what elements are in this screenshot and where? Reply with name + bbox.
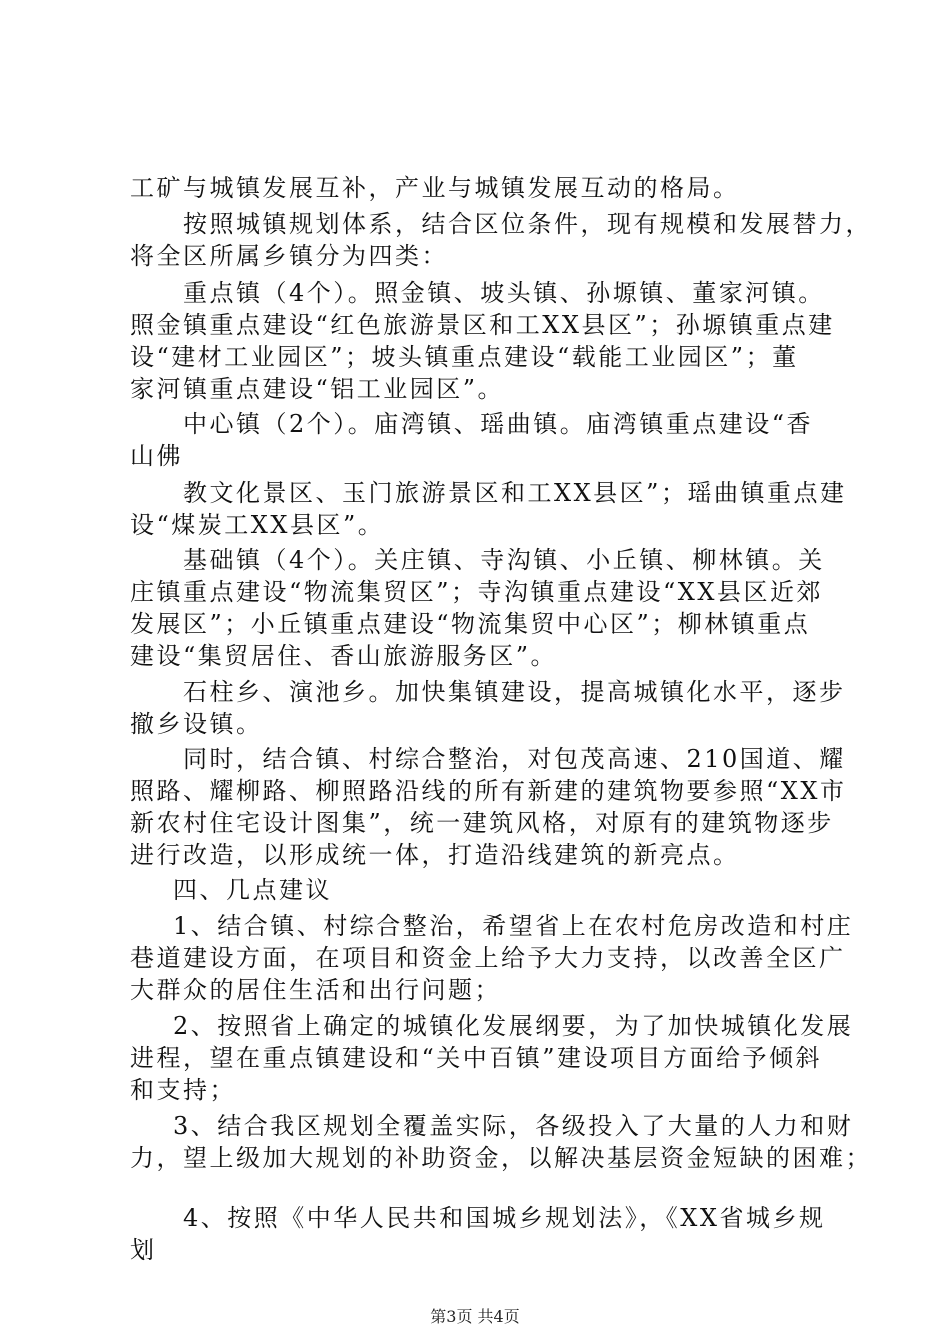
text-line: 基础镇（4个）。关庄镇、寺沟镇、小丘镇、柳林镇。关 xyxy=(183,546,825,574)
text-line: 家河镇重点建设“铝工业园区”。 xyxy=(130,375,505,403)
text-line: 1、结合镇、村综合整治，希望省上在农村危房改造和村庄 xyxy=(173,912,854,940)
text-line: 教文化景区、玉门旅游景区和工XX县区”；瑶曲镇重点建 xyxy=(183,479,847,507)
text-line: 力，望上级加大规划的补助资金，以解决基层资金短缺的困难； xyxy=(130,1144,872,1172)
text-line: 照路、耀柳路、柳照路沿线的所有新建的建筑物要参照“XX市 xyxy=(130,777,847,805)
text-line: 发展区”；小丘镇重点建设“物流集贸中心区”；柳林镇重点 xyxy=(130,610,811,638)
text-line: 2、按照省上确定的城镇化发展纲要，为了加快城镇化发展 xyxy=(173,1012,854,1040)
text-line: 庄镇重点建设“物流集贸区”；寺沟镇重点建设“XX县区近郊 xyxy=(130,578,823,606)
text-line: 同时，结合镇、村综合整治，对包茂高速、210国道、耀 xyxy=(183,745,846,773)
text-line: 3、结合我区规划全覆盖实际，各级投入了大量的人力和财 xyxy=(173,1112,854,1140)
text-line: 巷道建设方面，在项目和资金上给予大力支持，以改善全区广 xyxy=(130,944,846,972)
text-line: 按照城镇规划体系，结合区位条件，现有规模和发展替力， xyxy=(183,210,872,238)
section-heading: 四、几点建议 xyxy=(173,876,332,904)
text-line: 照金镇重点建设“红色旅游景区和工XX县区”；孙塬镇重点建 xyxy=(130,311,835,339)
text-line: 设“煤炭工XX县区”。 xyxy=(130,511,385,539)
text-line: 4、按照《中华人民共和国城乡规划法》，《XX省城乡规 xyxy=(183,1204,826,1232)
text-line: 进程，望在重点镇建设和“关中百镇”建设项目方面给予倾斜 xyxy=(130,1044,823,1072)
text-line: 和支持； xyxy=(130,1076,236,1104)
text-line: 建设“集贸居住、香山旅游服务区”。 xyxy=(130,642,558,670)
text-line: 山佛 xyxy=(130,442,183,470)
text-line: 中心镇（2个）。庙湾镇、瑶曲镇。庙湾镇重点建设“香 xyxy=(183,410,814,438)
text-line: 将全区所属乡镇分为四类： xyxy=(130,242,448,270)
text-line: 大群众的居住生活和出行问题； xyxy=(130,976,501,1004)
text-line: 进行改造，以形成统一体，打造沿线建筑的新亮点。 xyxy=(130,841,740,869)
page-number: 第3页 共4页 xyxy=(430,1307,520,1326)
text-line: 工矿与城镇发展互补，产业与城镇发展互动的格局。 xyxy=(130,174,740,202)
text-line: 设“建材工业园区”；坡头镇重点建设“载能工业园区”；董 xyxy=(130,343,799,371)
text-line: 划 xyxy=(130,1236,157,1264)
text-line: 撤乡设镇。 xyxy=(130,710,263,738)
text-line: 新农村住宅设计图集”，统一建筑风格，对原有的建筑物逐步 xyxy=(130,809,834,837)
text-line: 石柱乡、演池乡。加快集镇建设，提高城镇化水平，逐步 xyxy=(183,678,846,706)
text-line: 重点镇（4个）。照金镇、坡头镇、孙塬镇、董家河镇。 xyxy=(183,279,825,307)
